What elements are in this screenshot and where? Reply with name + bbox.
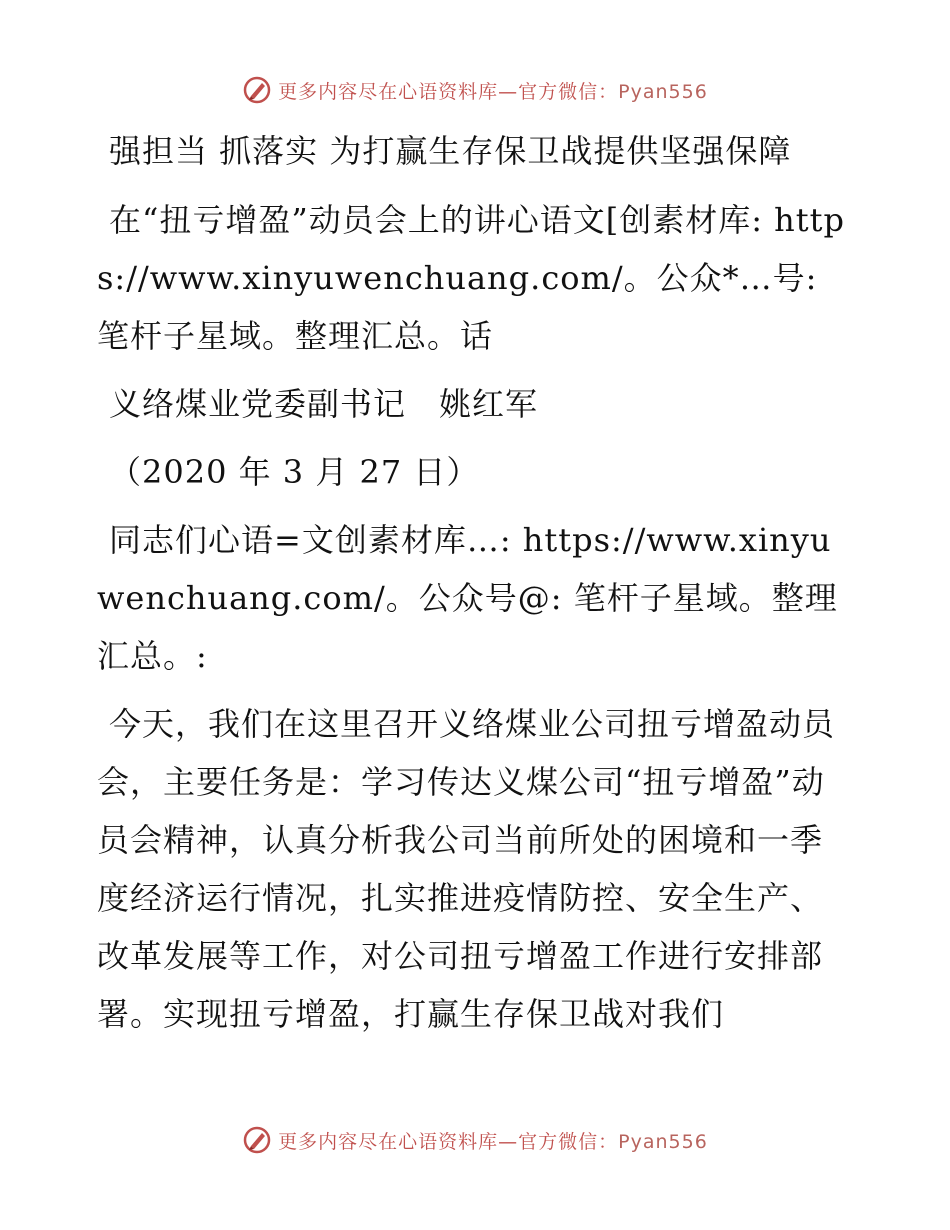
- body-paragraph: 今天，我们在这里召开义络煤业公司扭亏增盈动员会，主要任务是：学习传达义煤公司“扭亏增盈”动员会精神，认真分析我公司当前所处的困境和一季度经济运行情况，扎实推进疫情防控、安全生产、改革发展等工作，对公司扭亏增盈工作进行安排部署。实现扭亏增盈，打赢生存保卫战对我们: [97, 705, 836, 1033]
- date-line: （2020 年 3 月 27 日）: [109, 453, 480, 491]
- document-title: 强担当 抓落实 为打赢生存保卫战提供坚强保障: [109, 132, 792, 170]
- document-subtitle: 在“扭亏增盈”动员会上的讲心语文[创素材库: https://www.xinyuwenchuang.com/。公众*…号: 笔杆子星域。整理汇总。话: [97, 201, 845, 355]
- document-body: [97, 122, 853, 1043]
- pen-logo-icon: [242, 1125, 272, 1155]
- banner-text: 更多内容尽在心语资料库—官方微信：Pyan556: [278, 80, 708, 103]
- pen-logo-icon: [242, 75, 272, 105]
- footer-watermark-banner: [0, 1120, 950, 1160]
- banner-text: 更多内容尽在心语资料库—官方微信：Pyan556: [278, 1130, 708, 1153]
- greeting-paragraph: 同志们心语=文创素材库…: https://www.xinyuwenchuang.com/。公众号@: 笔杆子星域。整理汇总。:: [97, 521, 838, 675]
- wechat-id: Pyan556: [618, 80, 708, 103]
- wechat-id: Pyan556: [618, 1130, 708, 1153]
- author-line: 义络煤业党委副书记 姚红军: [109, 385, 539, 423]
- header-watermark-banner: [0, 70, 950, 110]
